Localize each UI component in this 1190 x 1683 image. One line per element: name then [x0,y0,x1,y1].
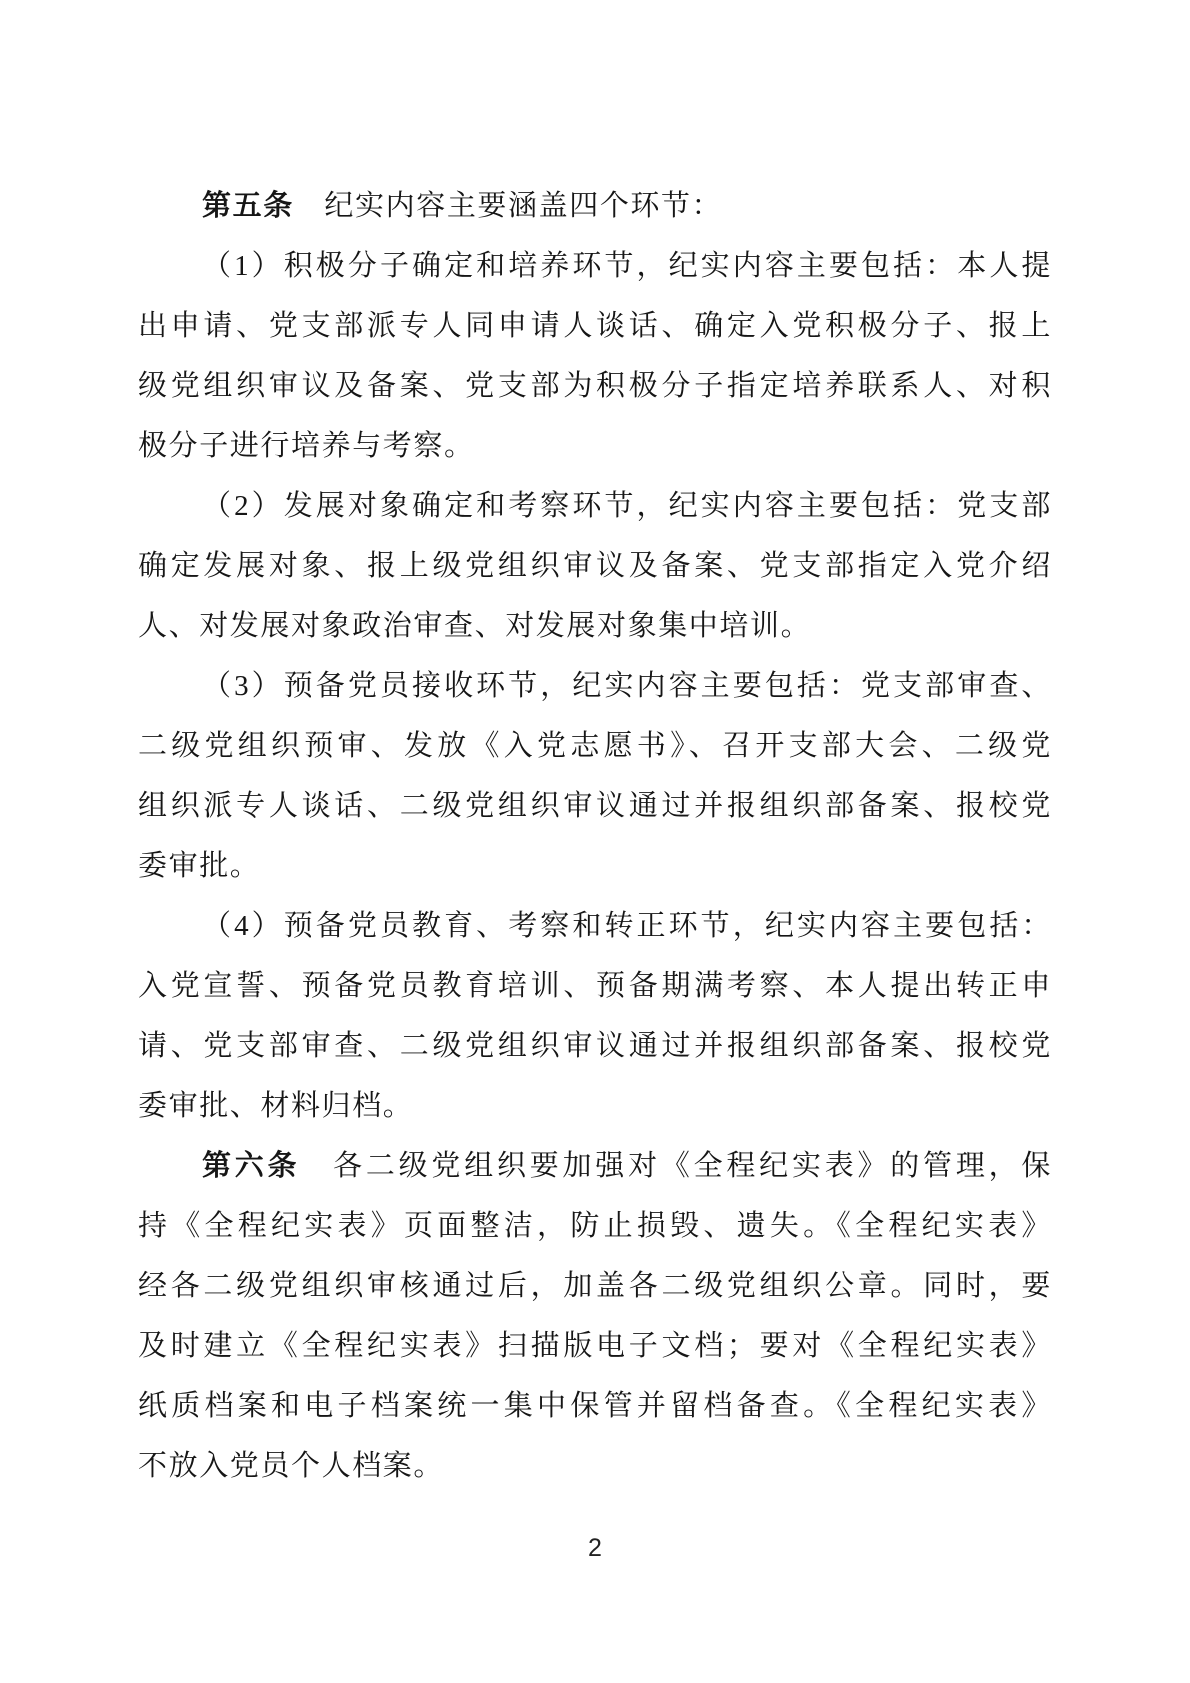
paragraph-article-6 [138,1136,1052,1496]
text-line: 经各二级党组织审核通过后，加盖各二级党组织公章。同时，要 [138,1270,1052,1302]
text-line: 第六条 各二级党组织要加强对《全程纪实表》的管理，保 [202,1150,1052,1182]
text-line: 委审批。 [138,850,261,882]
text-line: （3）预备党员接收环节，纪实内容主要包括：党支部审查、 [202,670,1052,702]
paragraph-item-2-development-object-stage [138,476,1052,656]
text-line: （4）预备党员教育、考察和转正环节，纪实内容主要包括： [202,910,1052,942]
text-line: 请、党支部审查、二级党组织审议通过并报组织部备案、报校党 [138,1030,1052,1062]
text-line: 二级党组织预审、发放《入党志愿书》、召开支部大会、二级党 [138,730,1052,762]
text-line: 及时建立《全程纪实表》扫描版电子文档；要对《全程纪实表》 [138,1330,1052,1362]
paragraph-item-1-activist-stage [138,236,1052,476]
text-line: 级党组织审议及备案、党支部为积极分子指定培养联系人、对积 [138,370,1052,402]
text-line: 极分子进行培养与考察。 [138,430,475,462]
text-line: 不放入党员个人档案。 [138,1450,445,1482]
paragraph-item-4-education-transfer-stage [138,896,1052,1136]
text-line: 人、对发展对象政治审查、对发展对象集中培训。 [138,610,812,642]
text-line: （2）发展对象确定和考察环节，纪实内容主要包括：党支部 [202,490,1052,522]
text-line: 组织派专人谈话、二级党组织审议通过并报组织部备案、报校党 [138,790,1052,822]
text-line: 持《全程纪实表》页面整洁，防止损毁、遗失。《全程纪实表》 [138,1210,1052,1242]
paragraph-item-3-probationary-admission-stage [138,656,1052,896]
text-line: 入党宣誓、预备党员教育培训、预备期满考察、本人提出转正申 [138,970,1052,1002]
text-line: （1）积极分子确定和培养环节，纪实内容主要包括：本人提 [202,250,1052,282]
article-number-label: 第五条 [202,190,294,222]
text-line: 纸质档案和电子档案统一集中保管并留档备查。《全程纪实表》 [138,1390,1052,1422]
article-number-label: 第六条 [202,1150,301,1182]
text-line: 委审批、材料归档。 [138,1090,414,1122]
page-number: 2 [588,1534,602,1562]
text-line: 第五条 纪实内容主要涵盖四个环节： [202,190,723,222]
text-line: 确定发展对象、报上级党组织审议及备案、党支部指定入党介绍 [138,550,1052,582]
text-line: 出申请、党支部派专人同申请人谈话、确定入党积极分子、报上 [138,310,1052,342]
text-block [138,176,1052,1496]
paragraph-article-5-heading [138,176,1052,236]
